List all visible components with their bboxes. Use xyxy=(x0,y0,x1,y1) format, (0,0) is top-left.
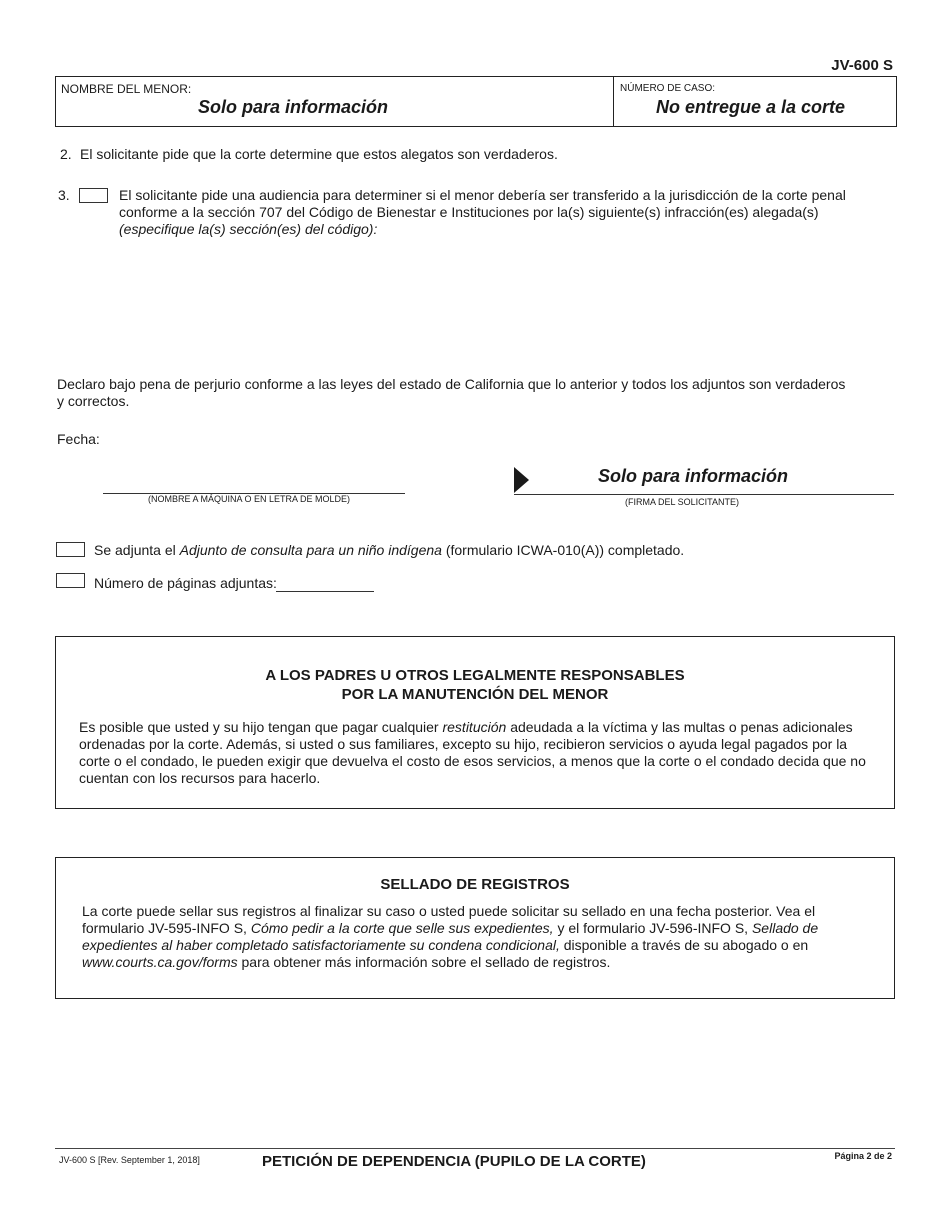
signature-arrow-icon xyxy=(514,467,529,493)
form-595-title: Cómo pedir a la corte que selle sus expedientes, xyxy=(250,920,554,936)
notice-parents-title-1: A LOS PADRES U OTROS LEGALMENTE RESPONSABLES xyxy=(265,667,685,684)
icwa-prefix: Se adjunta el xyxy=(94,542,176,558)
typed-name-caption: (NOMBRE A MÁQUINA O EN LETRA DE MOLDE) xyxy=(148,494,351,504)
notice-sealing-line-1: La corte puede sellar sus registros al finalizar su caso o usted puede solicitar su sellado en una fecha posterior. Vea el xyxy=(82,903,816,919)
notice-sealing-box xyxy=(55,857,895,999)
notice-sealing-line-3 xyxy=(82,937,808,954)
item-2-number: 2. xyxy=(60,146,72,162)
footer-divider xyxy=(55,1148,895,1149)
notice-sealing-line-2a: formulario JV-595-INFO S, xyxy=(82,920,247,936)
notice-parents-box xyxy=(55,636,895,809)
item-3-number: 3. xyxy=(58,187,70,203)
icwa-attachment-text xyxy=(94,542,684,559)
notice-sealing-line-4b: para obtener más información sobre el sellado de registros. xyxy=(241,954,611,970)
notice-parents-title-2: POR LA MANUTENCIÓN DEL MENOR xyxy=(341,686,609,703)
declaration-line-1: Declaro bajo pena de perjurio conforme a las leyes del estado de California que lo anterior y todos los adjuntos son verdaderos xyxy=(57,376,846,392)
icwa-attachment-checkbox[interactable] xyxy=(56,542,85,557)
form-id: JV-600 S xyxy=(831,57,893,74)
minor-name-field[interactable]: Solo para información xyxy=(198,97,389,117)
icwa-suffix: (formulario ICWA-010(A)) completado. xyxy=(445,542,685,558)
pages-attached-label: Número de páginas adjuntas: xyxy=(94,575,277,591)
item-2-text: El solicitante pide que la corte determine que estos alegatos son verdaderos. xyxy=(80,146,558,162)
restitution-term: restitución xyxy=(442,719,507,735)
pages-attached-field[interactable] xyxy=(276,591,374,592)
courts-website-link[interactable]: www.courts.ca.gov/forms xyxy=(82,954,238,970)
notice-sealing-line-2 xyxy=(82,920,818,937)
header-divider xyxy=(613,76,614,127)
date-label: Fecha: xyxy=(57,431,100,447)
item-3-line-2: conforme a la sección 707 del Código de Bienestar e Instituciones por la(s) siguiente(s) infracción(es) alegada(s) xyxy=(119,204,819,220)
icwa-title: Adjunto de consulta para un niño indígena xyxy=(179,542,442,558)
item-3-checkbox[interactable] xyxy=(79,188,108,203)
footer-revision: JV-600 S [Rev. September 1, 2018] xyxy=(59,1155,200,1165)
form-596-title-start: Sellado de xyxy=(751,920,819,936)
notice-parents-line-4: cuentan con los recursos para hacerlo. xyxy=(79,770,321,786)
notice-parents-line-1b: adeudada a la víctima y las multas o penas adicionales xyxy=(510,719,853,735)
notice-parents-line-1a: Es posible que usted y su hijo tengan que pagar cualquier xyxy=(79,719,439,735)
item-3-line-1: El solicitante pide una audiencia para determiner si el menor debería ser transferido a la jurisdicción de la corte penal xyxy=(119,187,846,203)
notice-parents-line-2: ordenadas por la corte. Además, si usted o sus familiares, excepto su hijo, recibieron servicios o ayuda legal pagados por la xyxy=(79,736,848,752)
minor-name-label: NOMBRE DEL MENOR: xyxy=(61,82,192,96)
signature-field[interactable]: Solo para información xyxy=(598,466,789,486)
notice-sealing-line-2b: y el formulario JV-596-INFO S, xyxy=(557,920,749,936)
pages-attached-checkbox[interactable] xyxy=(56,573,85,588)
notice-parents-line-3: corte o el condado, le pueden exigir que devuelva el costo de esos servicios, a menos que la corte o el condado decida que no xyxy=(79,753,866,769)
notice-parents-line-1 xyxy=(79,719,853,736)
signature-caption: (FIRMA DEL SOLICITANTE) xyxy=(625,497,740,507)
form-596-title-end: expedientes al haber completado satisfactoriamente su condena condicional, xyxy=(82,937,560,953)
item-3-line-3: (especifique la(s) sección(es) del código): xyxy=(119,221,378,237)
notice-sealing-title: SELLADO DE REGISTROS xyxy=(380,876,570,893)
signature-line xyxy=(514,494,894,495)
footer-title: PETICIÓN DE DEPENDENCIA (PUPILO DE LA CORTE) xyxy=(262,1153,646,1170)
notice-sealing-line-4 xyxy=(82,954,610,971)
declaration-line-2: y correctos. xyxy=(57,393,130,409)
case-number-field[interactable]: No entregue a la corte xyxy=(656,97,846,117)
footer-page-number: Página 2 de 2 xyxy=(834,1151,892,1161)
notice-sealing-line-3b: disponible a través de su abogado o en xyxy=(563,937,809,953)
case-number-label: NÚMERO DE CASO: xyxy=(620,83,716,94)
